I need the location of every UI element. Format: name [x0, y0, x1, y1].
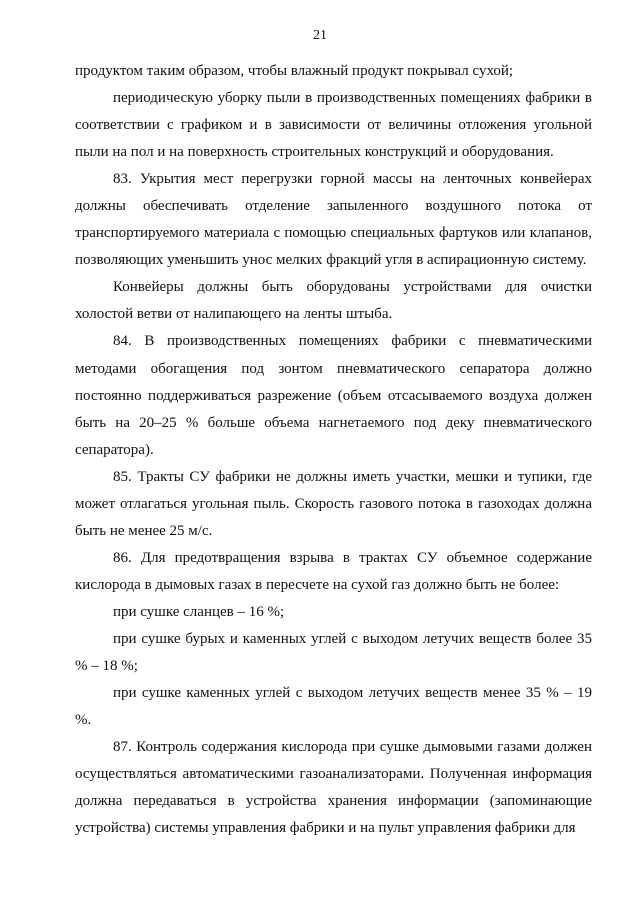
list-item: при сушке бурых и каменных углей с выходом летучих веществ более 35 % – 18 %; [75, 630, 592, 675]
list-item: при сушке сланцев – 16 %; [113, 603, 285, 620]
paragraph-item-87: 87. Контроль содержания кислорода при сушке дымовыми газами должен осуществляться автоматическими газоанализаторами. Полученная информация должна передаваться в устройства хранения информации (запоминающие устройства) системы управления фабрики и на пульт управления фабрики для [75, 739, 592, 837]
paragraph-item-83: 83. Укрытия мест перегрузки горной массы на ленточных конвейерах должны обеспечивать отделение запыленного воздушного потока от транспортируемого материала с помощью специальных фартуков или клапанов, позволяющих уменьшить унос мелких фракций угля в аспирационную систему. [75, 171, 592, 269]
list-item: при сушке каменных углей с выходом летучих веществ менее 35 % – 19 %. [75, 685, 592, 729]
paragraph: продуктом таким образом, чтобы влажный продукт покрывал сухой; [75, 63, 514, 79]
body-text [75, 58, 592, 842]
paragraph: Конвейеры должны быть оборудованы устройствами для очистки холостой ветви от налипающего на ленты штыба. [75, 279, 592, 323]
paragraph: периодическую уборку пыли в производственных помещениях фабрики в соответствии с графиком и в зависимости от величины отложения угольной пыли на пол и на поверхность строительных конструкций и оборудования. [75, 90, 592, 161]
paragraph-item-86: 86. Для предотвращения взрыва в трактах СУ объемное содержание кислорода в дымовых газах в пересчете на сухой газ должно быть не более: [75, 549, 592, 593]
paragraph-item-84: 84. В производственных помещениях фабрики с пневматическими методами обогащения под зонтом пневматического сепаратора должно постоянно поддерживаться разрежение (объем отсасываемого воздуха должен быть на 20–25 % больше объема нагнетаемого под деку пневматического сепаратора). [75, 333, 592, 458]
paragraph-item-85: 85. Тракты СУ фабрики не должны иметь участки, мешки и тупики, где может отлагаться угольная пыль. Скорость газового потока в газоходах должна быть не менее 25 м/с. [75, 468, 592, 539]
page-number: 21 [313, 28, 327, 43]
